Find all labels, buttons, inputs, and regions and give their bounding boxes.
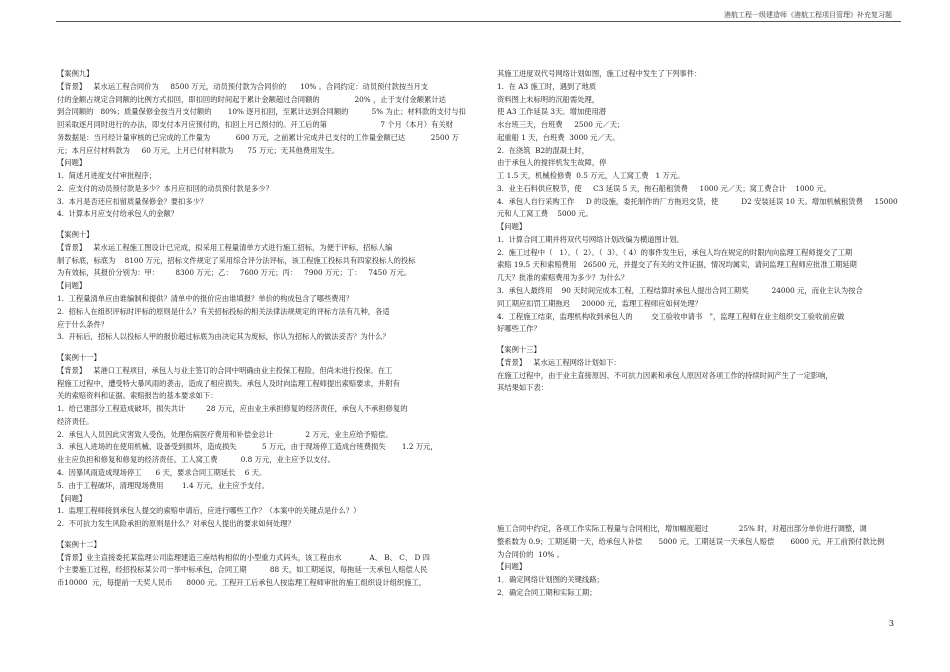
text-line: 1. 计算合同工期并将双代号网络计划改编为横道图计划。 [497, 234, 684, 244]
text-line: 工 1.5 天，机械检修费 0.5 万元，人工窝工费 1 万元。 [497, 171, 685, 181]
text-line: 2. 施工过程中（ 1）、（ 2）、（ 3）、（ 4）的事件发生后，承包人均在规定的时限内向监理工程师提交了工期 [497, 247, 853, 257]
text-line: 1. 给已建部分工程造成破坏，损失共计 28 万元，应由业主承担修复的经济责任，承包人不承担修复的 [57, 404, 408, 414]
blank-line [57, 531, 468, 539]
text-line: 【案例十三】 [497, 345, 541, 355]
text-line: 【问题】 [497, 222, 527, 232]
text-line: 4. 计算本月应支付给承包人的金额？ [57, 209, 179, 219]
text-line: 几天？批准的索赔费用为多少？为什么？ [497, 273, 629, 283]
text-line: 2. 应支付的动员预付款是多少？本月应扣回的动员预付款是多少？ [57, 183, 273, 193]
text-line: 【案例十】 [57, 230, 94, 240]
text-line: 4. 承包人自行采购工作 D 的设施，委托制作的厂方拖迟交货，使 D2 安装延误 10 天。增加机械租赁费 15000 [497, 196, 898, 206]
text-line: 2．确定合同工期和实际工期； [497, 587, 597, 597]
text-line: 【问题】 [57, 158, 87, 168]
text-line: 制了标底，标底为 8100 万元，招标文件规定了采用综合评分法评标，该工程施工投标共有四家投标人的投标 [57, 255, 416, 265]
text-line: 元和人工窝工费 5000 元。 [497, 209, 593, 219]
text-line: 3. 本月是否还应扣留质量保修金？要扣多少？ [57, 196, 208, 206]
text-line: 施工合同中约定，各项工作实际工程量与合同相比，增加幅度超过 25% 时，对超出部分单价进行调整，调 [497, 524, 867, 534]
text-line: 务数据是：当月经计量审核的已完成的工作量为 600 万元，之前累计完成并已支付的工作量金额已达 2500 万 [57, 132, 459, 142]
left-column [57, 68, 468, 590]
text-line: 2. 不可抗力发生风险承担的原则是什么？对承包人提出的要求如何处理？ [57, 519, 295, 529]
text-line: 其施工进度双代号网络计划如图，施工过程中发生了下列事件： [497, 69, 702, 78]
text-line: 2. 在浇筑 B2的混凝土时， [497, 145, 589, 155]
text-line: 【问题】 [497, 562, 527, 572]
text-line: 应于什么条件？ [57, 319, 109, 329]
text-line: 【问题】 [57, 281, 87, 291]
text-line: 3. 业主石料供应脱节，使 C3 延误 5 天，拖石船租赁费 1000 元／天；窝工费合计 1000 元。 [497, 183, 831, 193]
text-line: 元；本月应付材料款为 60 万元，上月已付材料款为 75 万元；无其他费用发生。 [57, 145, 340, 155]
text-line: 【背景】 某水运工程施工图设计已完成，拟采用工程量清单方式进行施工招标，为便于评标，招标人编 [57, 242, 393, 252]
text-line: 2. 招标人在组织评标时评标的原则是什么？有关招标投标的相关法律法规规定的评标方法有几种，各适 [57, 306, 390, 316]
blank-line [57, 344, 468, 352]
right-column-top [497, 68, 904, 395]
text-line: 整系数为 0.9；工期延期一天，给承包人补偿 5000 元，工期延误一天承包人赔偿 6000 元，开工前预付款比例 [497, 536, 885, 546]
text-line: 使 A3 工作延误 3天。增加使用潜 [497, 107, 607, 117]
page-header: 港航工程一级建造师《港航工程项目管理》补充复习题 [724, 11, 892, 19]
blank-line [57, 221, 468, 229]
text-line: 付的金额占规定合同额的比例方式扣回，即扣回的时间起于累计金额超过合同额的 20% ，止于支付金额累计达 [57, 94, 446, 104]
text-line: 4. 因暴风雨造成现场停工 6 天，要求合同工期延长 6 天。 [57, 467, 267, 477]
text-line: 【问题】 [57, 493, 87, 503]
text-line: 起重船 1 天，台班费 3000 元／天。 [497, 132, 620, 142]
page-number: 3 [888, 619, 894, 628]
text-line: 【案例十二】 [57, 539, 101, 549]
text-line: 关的索赔资料和证据。索赔报告的基本要求如下： [57, 391, 218, 401]
text-line: 3. 承包人最终用 90 天时间完成本工程，工程结算时承包人提出合同工期奖 24000 元，而业主认为按合 [497, 286, 863, 296]
text-line: 【背景】 某水运工程网络计划如下： [497, 357, 621, 367]
text-line: 3. 承包人进场的在使用机械、设备受到损坏，造成损失 5 万元，由于现场停工造成台班费损失 1.2 万元， [57, 442, 438, 452]
text-line: 同工期应扣罚工期拖迟 20000 元，监理工程师应如何处理？ [497, 298, 702, 308]
text-line: 经济责任。 [57, 416, 94, 426]
text-line: 1. 工程量清单应由谁编制和提供？清单中的报价应由谁填报？单价的构成包含了哪些费用？ [57, 294, 354, 304]
text-line: 好哪些工作？ [497, 324, 541, 334]
text-line: 为合同价的 10% 。 [497, 549, 564, 559]
text-line: 【背景】 某港口工程项目，承包人与业主签订的合同中明确由业主投保工程险，但尚未进行投保。在工 [57, 365, 393, 375]
right-column-bottom [497, 523, 904, 600]
text-line: 在施工过程中，由于业主直接原因、不可抗力因素和承包人原因对各项工作的持续时间产生了一定影响， [497, 370, 833, 380]
text-line: 3. 开标后，招标人以投标人甲的报价超过标底为由决定其为废标，你认为招标人的做法妥否？为什么？ [57, 332, 390, 342]
text-line: 【案例九】 [57, 69, 94, 78]
text-line: 1. 简述月进度支付审批程序； [57, 171, 157, 181]
text-line: 5. 由于工程破坏，清理现场费用 1.4 万元，业主应予支付。 [57, 480, 269, 490]
text-line: 2. 承包人人员因此灾害致人受伤，处理伤病医疗费用和补偿金总计 2 万元，业主应给予赔偿。 [57, 429, 393, 439]
blank-line [497, 336, 904, 344]
text-line: 为有效标，其报价分别为：甲： 8300 万元；乙： 7600 万元；丙： 7900 万元；丁： 7450 万元。 [57, 268, 412, 278]
text-line: 水台班三天，台班费 2500 元／天； [497, 120, 625, 130]
text-line: 1. 监理工程师接到承包人提交的索赔申请后，应进行哪些工作？（本案中的关键点是什么？） [57, 506, 361, 516]
text-line: 4. 工程施工结束，监理机构收到承包人的 交工验收申请书 ”，监理工程师在业主组织交工验收前应做 [497, 311, 845, 321]
text-line: 1. 在 A3 施工时，遇到了地质 [497, 81, 597, 91]
text-line: 回采取逐月同时进行的办法，即支付本月应预付的，扣回上月已预付的。开工后的第 7 个月（本月）有关财 [57, 120, 453, 130]
text-line: 资料图上未标明的沉船需处理， [497, 94, 600, 104]
text-line: 到合同额的 80%；质量保修金按当月支付额的 10% 逐月扣回，至累计达到合同额的 5% 为止；材料款的支付与扣 [57, 107, 466, 117]
text-line: 业主应负担和修复和修复的经济责任。工人窝工费 0.8 万元，业主应予以支付。 [57, 455, 335, 465]
table-placeholder-space [497, 395, 904, 523]
text-line: 由于承包人的搅拌机发生故障，停 [497, 158, 607, 168]
text-line: 个主要施工过程，经招投标某公司一举中标承包，合同工期 88 天，如工期延误，每拖延一天承包人赔偿人民 [57, 565, 428, 575]
text-line: 1．确定网络计划图的关键线路； [497, 575, 604, 585]
text-line: 索赔 19.5 天和索赔费用 26500 元，并提交了有关的文件证据，情况均属实，请问监理工程师应批准工期延期 [497, 260, 857, 270]
text-line: 币10000 元，每提前一天奖人民币 8000 元。工程开工后承包人按监理工程师审批的施工组织设计组织施工， [57, 578, 427, 588]
right-column [497, 68, 904, 600]
text-line: 【背景】 某水运工程合同价为 8500 万元，动员预付款为合同价的 10% 。合同约定：动员预付款按当月支 [57, 81, 429, 91]
text-line: 【背景】业主直接委托某监理公司监理建造三座结构相似的小型重力式码头，该工程由水 A、 B、 C、 D 四 [57, 552, 430, 562]
text-line: 【案例十一】 [57, 353, 101, 363]
text-line: 程施工过程中，遭受特大暴风雨的袭击，造成了相应损失。承包人及时向监理工程师提出索赔要求，并附有 [57, 378, 400, 388]
text-line: 其结果如下表： [497, 383, 549, 393]
header-rule [56, 21, 901, 22]
